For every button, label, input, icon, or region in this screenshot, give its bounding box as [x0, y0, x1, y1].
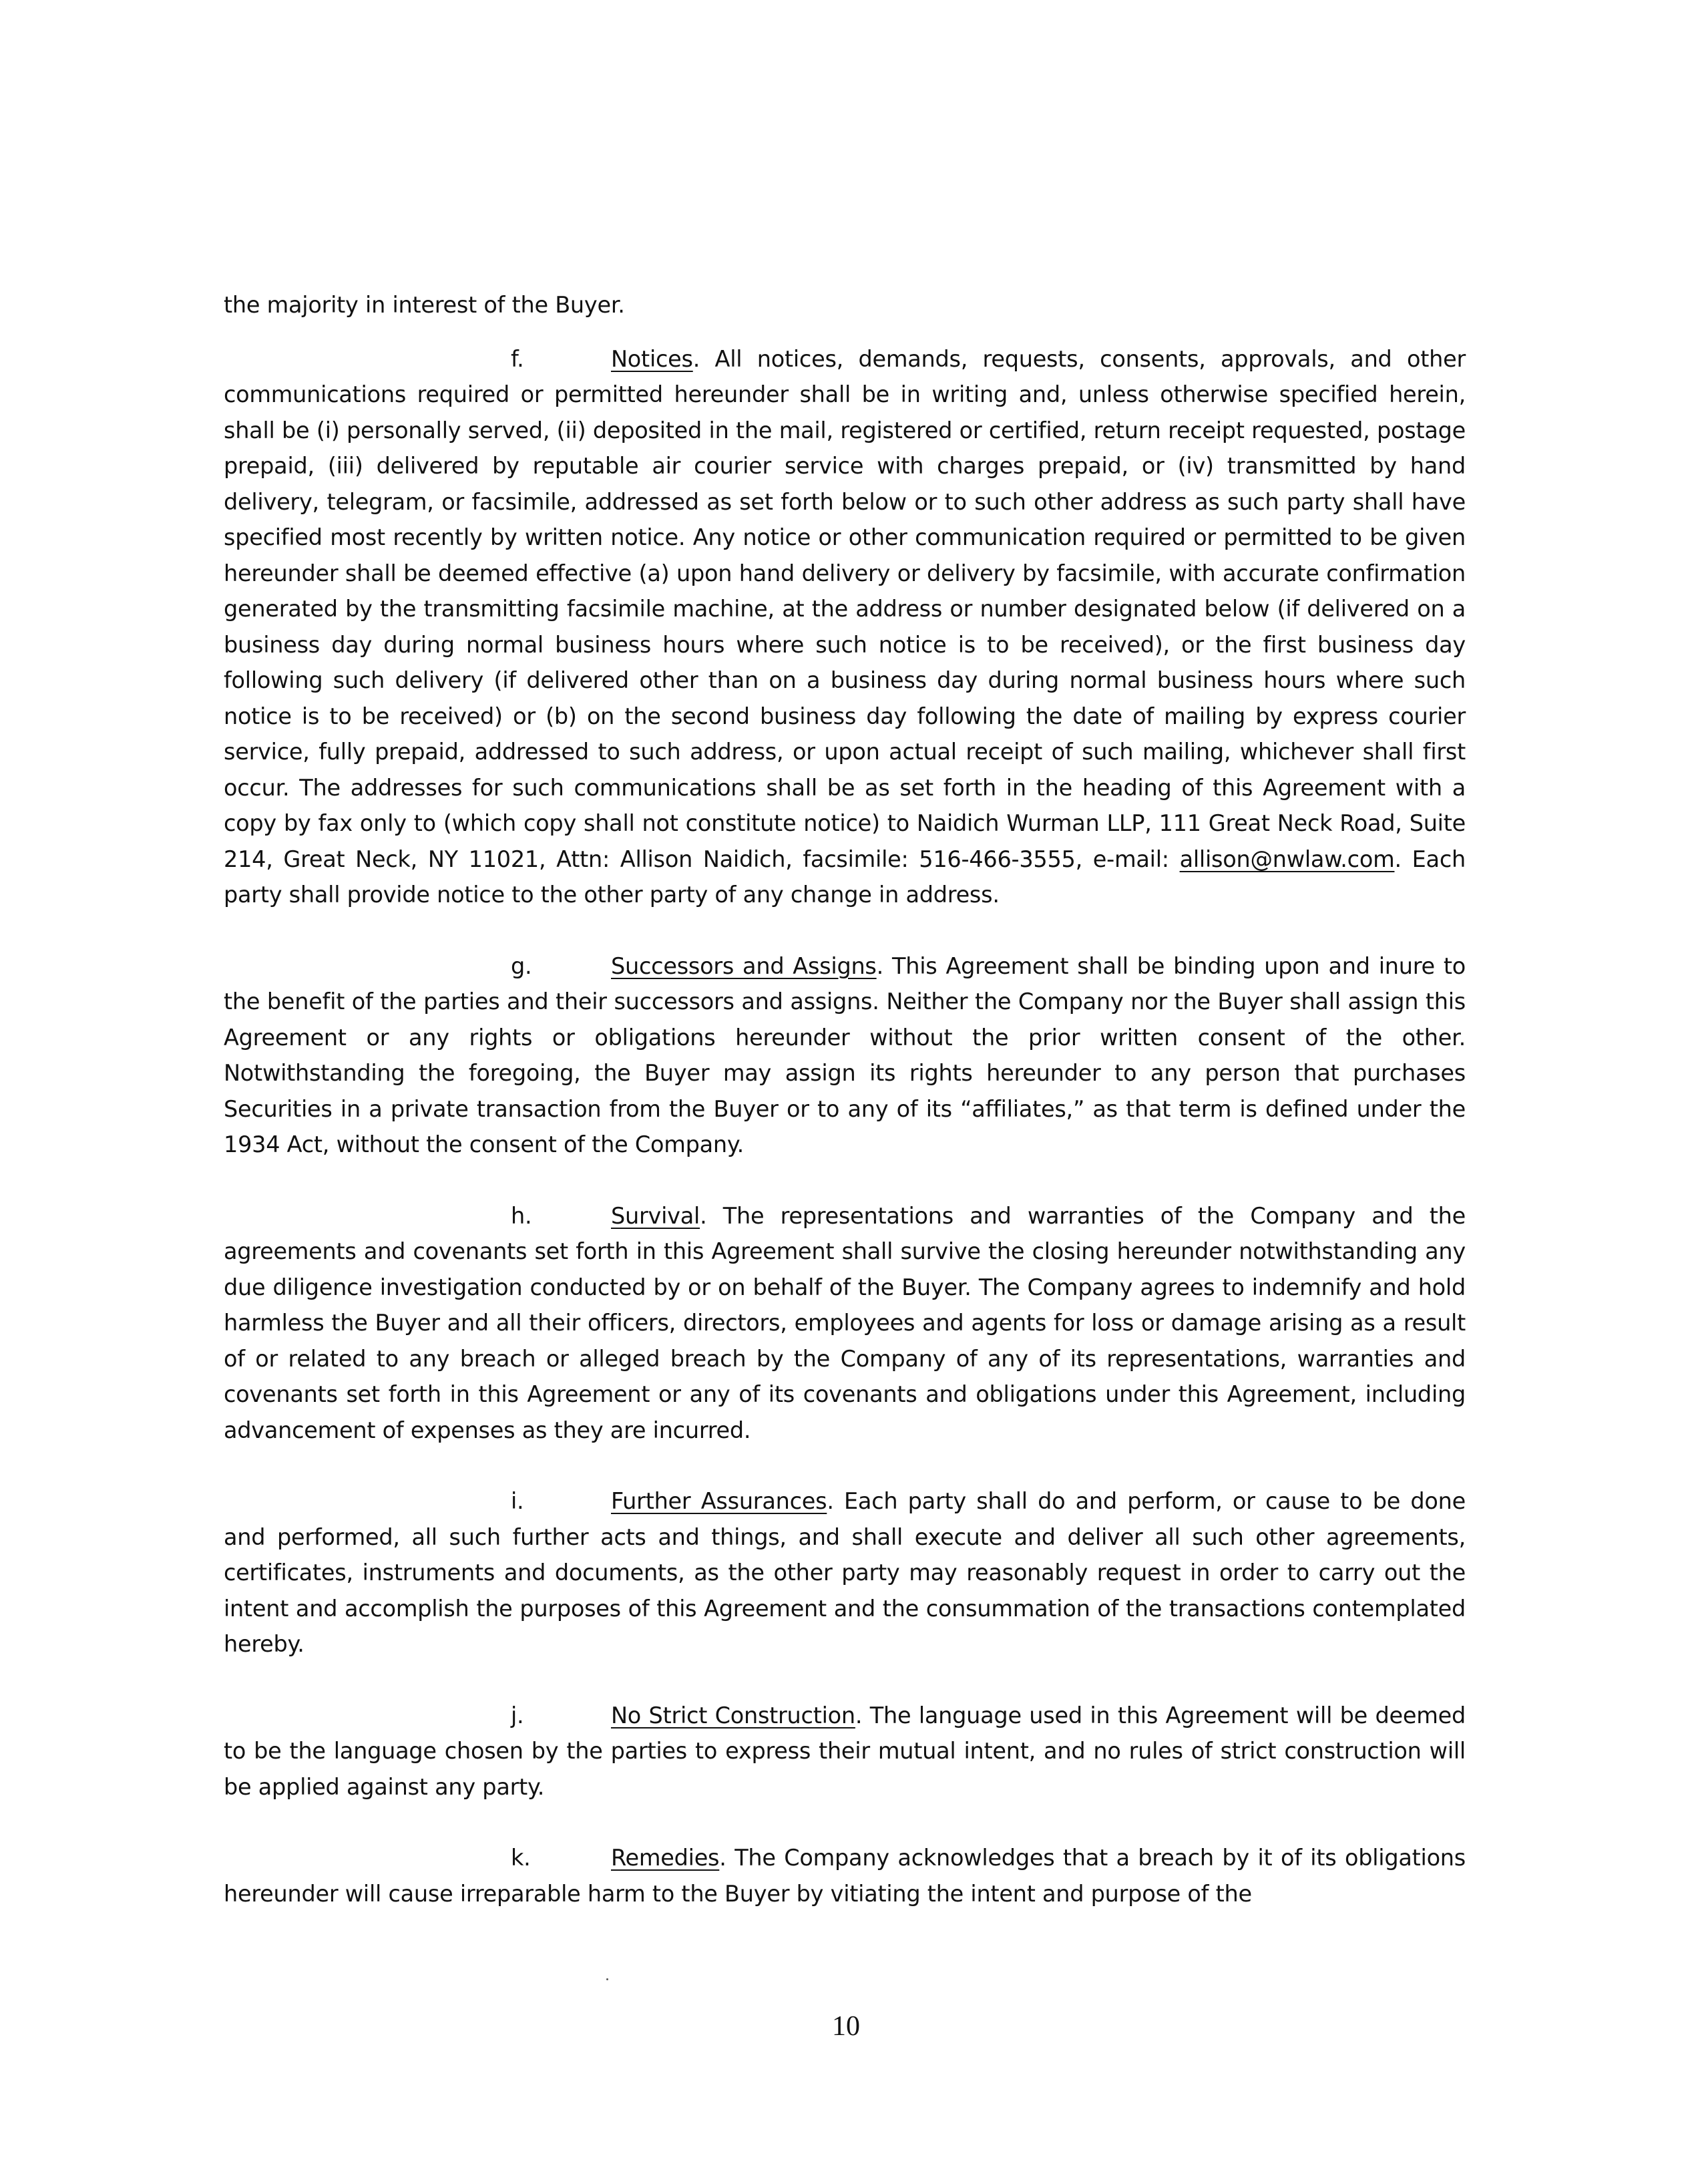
section-body-no-strict-construction: . The language used in this Agreement will be deemed to be the language chosen by the parties to express their mutual intent, and no rules of strict construction will be applied against any party.: [224, 1702, 1466, 1800]
section-no-strict-construction: [224, 1698, 1466, 1805]
section-body-further-assurances: . Each party shall do and perform, or cause to be done and performed, all such further acts and things, and shall execute and deliver all such other agreements, certificates, instruments and documents, as the other party may reasonably request in order to carry out the intent and accomplish the purposes of this Agreement and the consummation of the transactions contemplated hereby.: [224, 1488, 1466, 1657]
page-number: 10: [832, 2011, 860, 2042]
section-survival: [224, 1198, 1466, 1449]
document-page: [224, 287, 1466, 1947]
opening-line: the majority in interest of the Buyer.: [224, 292, 625, 318]
notice-email-link[interactable]: allison@nwlaw.com: [1179, 846, 1395, 872]
section-letter: j.: [511, 1702, 524, 1728]
section-heading-no-strict-construction: No Strict Construction: [611, 1702, 855, 1728]
section-letter: i.: [511, 1488, 524, 1514]
section-body-notices: . All notices, demands, requests, consents, approvals, and other communications required or permitted hereunder shall be in writing and, unless otherwise specified herein, shall be (i) personally served, (ii) deposited in the mail, registered or certified, return receipt requested, postage prepaid, (iii) delivered by reputable air courier service with charges prepaid, or (iv) transmitted by hand delivery, telegram, or facsimile, addressed as set forth below or to such other address as such party shall have specified most recently by written notice. Any notice or other communication required or permitted to be given hereunder shall be deemed effective (a) upon hand delivery or delivery by facsimile, with accurate confirmation generated by the transmitting facsimile machine, at the address or number designated below (if delivered on a business day during normal business hours where such notice is to be received), or the first business day following such delivery (if delivered other than on a business day during normal business hours where such notice is to be received) or (b) on the second business day following the date of mailing by express courier service, fully prepaid, addressed to such address, or upon actual receipt of such mailing, whichever shall first occur. The addresses for such communications shall be as set forth in the heading of this Agreement with a copy by fax only to (which copy shall not constitute notice) to Naidich Wurman LLP, 111 Great Neck Road, Suite 214, Great Neck, NY 11021, Attn: Allison Naidich, facsimile: 516-466-3555, e-mail:: [224, 345, 1466, 872]
section-heading-remedies: Remedies: [611, 1845, 720, 1871]
section-heading-successors-and-assigns: Successors and Assigns: [611, 952, 877, 979]
scan-speck: [606, 1978, 608, 1980]
section-heading-survival: Survival: [611, 1202, 700, 1229]
section-letter: k.: [511, 1845, 531, 1871]
section-heading-further-assurances: Further Assurances: [611, 1488, 827, 1514]
section-letter: f.: [511, 345, 524, 372]
section-further-assurances: [224, 1483, 1466, 1662]
section-notices: [224, 341, 1466, 913]
section-body-successors-and-assigns: . This Agreement shall be binding upon and inure to the benefit of the parties and their successors and assigns. Neither the Company nor the Buyer shall assign this Agreement or any rights or obligations hereunder without the prior written consent of the other. Notwithstanding the foregoing, the Buyer may assign its rights hereunder to any person that purchases Securities in a private transaction from the Buyer or to any of its “affiliates,” as that term is defined under the 1934 Act, without the consent of the Company.: [224, 952, 1466, 1157]
section-body-remedies: . The Company acknowledges that a breach by it of its obligations hereunder will cause irreparable harm to the Buyer by vitiating the intent and purpose of the: [224, 1845, 1466, 1907]
section-heading-notices: Notices: [611, 345, 693, 372]
section-letter: g.: [511, 952, 532, 979]
section-remedies: [224, 1840, 1466, 1912]
section-body-notices-end: . Each party shall provide notice to the other party of any change in address.: [224, 846, 1466, 908]
section-successors-and-assigns: [224, 948, 1466, 1163]
section-body-survival: . The representations and warranties of the Company and the agreements and covenants set forth in this Agreement shall survive the closing hereunder notwithstanding any due diligence investigation conducted by or on behalf of the Buyer. The Company agrees to indemnify and hold harmless the Buyer and all their officers, directors, employees and agents for loss or damage arising as a result of or related to any breach or alleged breach by the Company of any of its representations, warranties and covenants set forth in this Agreement or any of its covenants and obligations under this Agreement, including advancement of expenses as they are incurred.: [224, 1202, 1466, 1443]
section-letter: h.: [511, 1202, 532, 1229]
